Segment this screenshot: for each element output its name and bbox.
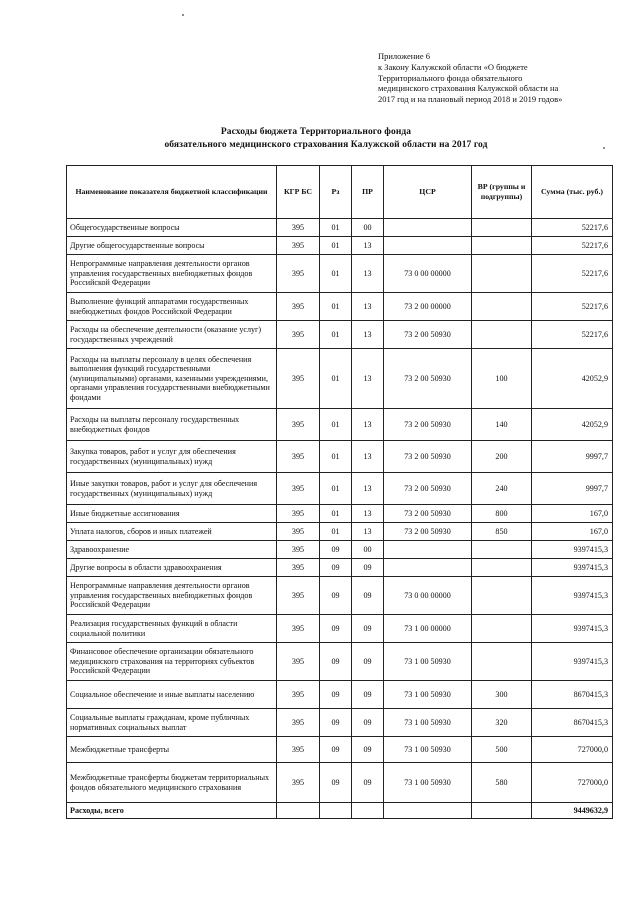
- table-header-row: [67, 166, 613, 219]
- total-cell-pr: [352, 803, 384, 819]
- total-cell-vr: [472, 803, 532, 819]
- cell-sum: 52217,6: [532, 237, 613, 255]
- cell-sum: 167,0: [532, 523, 613, 541]
- cell-pr: 09: [352, 709, 384, 737]
- total-cell-name: Расходы, всего: [67, 803, 277, 819]
- cell-pr: 13: [352, 293, 384, 321]
- cell-kbk: 395: [277, 349, 320, 409]
- cell-vr: 800: [472, 505, 532, 523]
- cell-name: Общегосударственные вопросы: [67, 219, 277, 237]
- cell-kbk: 395: [277, 737, 320, 763]
- header-rz: Рз: [320, 166, 352, 219]
- cell-pr: 13: [352, 409, 384, 441]
- table-row: [67, 473, 613, 505]
- cell-sum: 52217,6: [532, 219, 613, 237]
- cell-rz: 01: [320, 237, 352, 255]
- cell-kbk: 395: [277, 709, 320, 737]
- cell-rz: 01: [320, 441, 352, 473]
- table-row: [67, 409, 613, 441]
- budget-expenditure-table: [66, 165, 613, 819]
- cell-csr: 73 2 00 50930: [384, 349, 472, 409]
- annex-line: 2017 год и на плановый период 2018 и 2019 годов»: [378, 94, 563, 105]
- cell-pr: 13: [352, 237, 384, 255]
- cell-csr: 73 2 00 50930: [384, 409, 472, 441]
- cell-vr: 580: [472, 763, 532, 803]
- cell-pr: 09: [352, 763, 384, 803]
- header-sum: Сумма (тыс. руб.): [532, 166, 613, 219]
- cell-kbk: 395: [277, 441, 320, 473]
- cell-csr: 73 1 00 50930: [384, 763, 472, 803]
- cell-pr: 09: [352, 559, 384, 577]
- cell-pr: 00: [352, 541, 384, 559]
- cell-name: Другие вопросы в области здравоохранения: [67, 559, 277, 577]
- cell-rz: 09: [320, 681, 352, 709]
- cell-kbk: 395: [277, 321, 320, 349]
- annex-note: [378, 51, 638, 105]
- cell-name: Непрограммные направления деятельности органов управления государственных внебюджетных фондов Российской Федерации: [67, 255, 277, 293]
- cell-csr: 73 1 00 50930: [384, 709, 472, 737]
- cell-pr: 13: [352, 505, 384, 523]
- cell-sum: 9997,7: [532, 473, 613, 505]
- cell-kbk: 395: [277, 523, 320, 541]
- table-row: [67, 523, 613, 541]
- cell-kbk: 395: [277, 473, 320, 505]
- cell-pr: 09: [352, 681, 384, 709]
- cell-pr: 00: [352, 219, 384, 237]
- total-cell-rz: [320, 803, 352, 819]
- cell-pr: 09: [352, 643, 384, 681]
- header-vr: ВР (группы и подгруппы): [472, 166, 532, 219]
- cell-sum: 9397415,3: [532, 541, 613, 559]
- header-pr: ПР: [352, 166, 384, 219]
- annex-line: Приложение 6: [378, 51, 430, 61]
- cell-rz: 09: [320, 615, 352, 643]
- cell-vr: [472, 577, 532, 615]
- cell-rz: 01: [320, 473, 352, 505]
- table-row: [67, 643, 613, 681]
- annex-line: медицинского страхования Калужской области на: [378, 83, 559, 94]
- cell-rz: 01: [320, 505, 352, 523]
- table-row: [67, 541, 613, 559]
- cell-csr: 73 1 00 00000: [384, 615, 472, 643]
- document-title-line-1: Расходы бюджета Территориального фонда: [220, 127, 412, 137]
- cell-pr: 13: [352, 473, 384, 505]
- cell-kbk: 395: [277, 577, 320, 615]
- cell-rz: 01: [320, 321, 352, 349]
- cell-vr: 320: [472, 709, 532, 737]
- cell-name: Межбюджетные трансферты бюджетам территориальных фондов обязательного медицинского страхования: [67, 763, 277, 803]
- table-row: [67, 505, 613, 523]
- cell-csr: [384, 237, 472, 255]
- cell-csr: [384, 219, 472, 237]
- table-row: [67, 219, 613, 237]
- cell-pr: 13: [352, 441, 384, 473]
- cell-sum: 42052,9: [532, 349, 613, 409]
- cell-pr: 09: [352, 737, 384, 763]
- cell-vr: [472, 615, 532, 643]
- cell-pr: 13: [352, 523, 384, 541]
- cell-vr: 140: [472, 409, 532, 441]
- cell-rz: 01: [320, 255, 352, 293]
- cell-sum: 8670415,3: [532, 709, 613, 737]
- cell-name: Расходы на выплаты персоналу в целях обеспечения выполнения функций государственными (муниципальными) органами, казенными учреждениями, органами управления государственными внебюджетными фондами: [67, 349, 277, 409]
- cell-sum: 52217,6: [532, 293, 613, 321]
- table-row: [67, 441, 613, 473]
- cell-csr: 73 1 00 50930: [384, 737, 472, 763]
- cell-rz: 09: [320, 577, 352, 615]
- cell-csr: 73 2 00 50930: [384, 321, 472, 349]
- cell-name: Иные закупки товаров, работ и услуг для обеспечения государственных (муниципальных) нужд: [67, 473, 277, 505]
- table-row: [67, 681, 613, 709]
- cell-kbk: 395: [277, 505, 320, 523]
- cell-vr: [472, 559, 532, 577]
- cell-csr: 73 0 00 00000: [384, 255, 472, 293]
- cell-vr: [472, 293, 532, 321]
- cell-rz: 09: [320, 737, 352, 763]
- cell-name: Социальное обеспечение и иные выплаты населению: [67, 681, 277, 709]
- scan-speck: [603, 147, 605, 149]
- cell-rz: 01: [320, 409, 352, 441]
- cell-name: Социальные выплаты гражданам, кроме публичных нормативных социальных выплат: [67, 709, 277, 737]
- cell-csr: 73 2 00 00000: [384, 293, 472, 321]
- cell-kbk: 395: [277, 681, 320, 709]
- cell-rz: 01: [320, 523, 352, 541]
- cell-name: Иные бюджетные ассигнования: [67, 505, 277, 523]
- cell-name: Закупка товаров, работ и услуг для обеспечения государственных (муниципальных) нужд: [67, 441, 277, 473]
- table-row: [67, 559, 613, 577]
- cell-name: Другие общегосударственные вопросы: [67, 237, 277, 255]
- cell-sum: 9397415,3: [532, 615, 613, 643]
- table-row: [67, 255, 613, 293]
- cell-name: Выполнение функций аппаратами государственных внебюджетных фондов Российской Федерации: [67, 293, 277, 321]
- table-row: [67, 321, 613, 349]
- table-row: [67, 349, 613, 409]
- cell-name: Расходы на обеспечение деятельности (оказание услуг) государственных учреждений: [67, 321, 277, 349]
- cell-vr: 500: [472, 737, 532, 763]
- cell-vr: [472, 321, 532, 349]
- cell-csr: 73 2 00 50930: [384, 505, 472, 523]
- cell-name: Уплата налогов, сборов и иных платежей: [67, 523, 277, 541]
- cell-name: Реализация государственных функций в области социальной политики: [67, 615, 277, 643]
- cell-kbk: 395: [277, 559, 320, 577]
- cell-csr: [384, 541, 472, 559]
- total-cell-csr: [384, 803, 472, 819]
- table-row: [67, 709, 613, 737]
- cell-kbk: 395: [277, 219, 320, 237]
- cell-vr: [472, 255, 532, 293]
- total-cell-sum: 9449632,9: [532, 803, 613, 819]
- total-cell-kbk: [277, 803, 320, 819]
- cell-rz: 01: [320, 349, 352, 409]
- scan-speck: [182, 14, 184, 16]
- cell-kbk: 395: [277, 237, 320, 255]
- cell-pr: 13: [352, 321, 384, 349]
- cell-csr: 73 2 00 50930: [384, 523, 472, 541]
- cell-vr: 200: [472, 441, 532, 473]
- cell-pr: 13: [352, 255, 384, 293]
- cell-sum: 8670415,3: [532, 681, 613, 709]
- cell-name: Расходы на выплаты персоналу государственных внебюджетных фондов: [67, 409, 277, 441]
- cell-rz: 09: [320, 643, 352, 681]
- cell-kbk: 395: [277, 409, 320, 441]
- header-name: Наименование показателя бюджетной классификации: [67, 166, 277, 219]
- cell-vr: 300: [472, 681, 532, 709]
- cell-vr: [472, 219, 532, 237]
- cell-sum: 52217,6: [532, 321, 613, 349]
- header-kgrbs: КГР БС: [277, 166, 320, 219]
- table-row: [67, 577, 613, 615]
- cell-vr: 240: [472, 473, 532, 505]
- cell-sum: 167,0: [532, 505, 613, 523]
- cell-rz: 09: [320, 709, 352, 737]
- cell-sum: 42052,9: [532, 409, 613, 441]
- table-body: [67, 219, 613, 819]
- cell-vr: [472, 643, 532, 681]
- cell-csr: 73 1 00 50930: [384, 643, 472, 681]
- cell-kbk: 395: [277, 541, 320, 559]
- cell-pr: 09: [352, 577, 384, 615]
- cell-pr: 13: [352, 349, 384, 409]
- cell-kbk: 395: [277, 615, 320, 643]
- cell-sum: 727000,0: [532, 737, 613, 763]
- cell-csr: 73 2 00 50930: [384, 441, 472, 473]
- cell-vr: [472, 237, 532, 255]
- cell-name: Межбюджетные трансферты: [67, 737, 277, 763]
- cell-name: Непрограммные направления деятельности органов управления государственных внебюджетных фондов Российской Федерации: [67, 577, 277, 615]
- cell-rz: 09: [320, 541, 352, 559]
- cell-rz: 09: [320, 763, 352, 803]
- annex-line: Территориального фонда обязательного: [378, 72, 523, 83]
- cell-csr: 73 2 00 50930: [384, 473, 472, 505]
- cell-kbk: 395: [277, 293, 320, 321]
- table-row: [67, 737, 613, 763]
- table-row: [67, 293, 613, 321]
- document-title-line-2: обязательного медицинского страхования Калужской области на 2017 год: [164, 140, 488, 150]
- table-row: [67, 763, 613, 803]
- cell-rz: 09: [320, 559, 352, 577]
- cell-csr: [384, 559, 472, 577]
- cell-sum: 727000,0: [532, 763, 613, 803]
- cell-vr: 100: [472, 349, 532, 409]
- cell-vr: [472, 541, 532, 559]
- cell-sum: 9997,7: [532, 441, 613, 473]
- table-row: [67, 615, 613, 643]
- cell-sum: 9397415,3: [532, 643, 613, 681]
- annex-line: к Закону Калужской области «О бюджете: [378, 61, 528, 72]
- cell-sum: 52217,6: [532, 255, 613, 293]
- cell-kbk: 395: [277, 763, 320, 803]
- cell-rz: 01: [320, 219, 352, 237]
- table-total-row: [67, 803, 613, 819]
- cell-csr: 73 1 00 50930: [384, 681, 472, 709]
- cell-vr: 850: [472, 523, 532, 541]
- table-row: [67, 237, 613, 255]
- cell-kbk: 395: [277, 255, 320, 293]
- cell-rz: 01: [320, 293, 352, 321]
- cell-name: Здравоохранение: [67, 541, 277, 559]
- header-csr: ЦСР: [384, 166, 472, 219]
- cell-sum: 9397415,3: [532, 577, 613, 615]
- cell-sum: 9397415,3: [532, 559, 613, 577]
- cell-name: Финансовое обеспечение организации обязательного медицинского страхования на территориях субъектов Российской Федерации: [67, 643, 277, 681]
- cell-pr: 09: [352, 615, 384, 643]
- cell-kbk: 395: [277, 643, 320, 681]
- cell-csr: 73 0 00 00000: [384, 577, 472, 615]
